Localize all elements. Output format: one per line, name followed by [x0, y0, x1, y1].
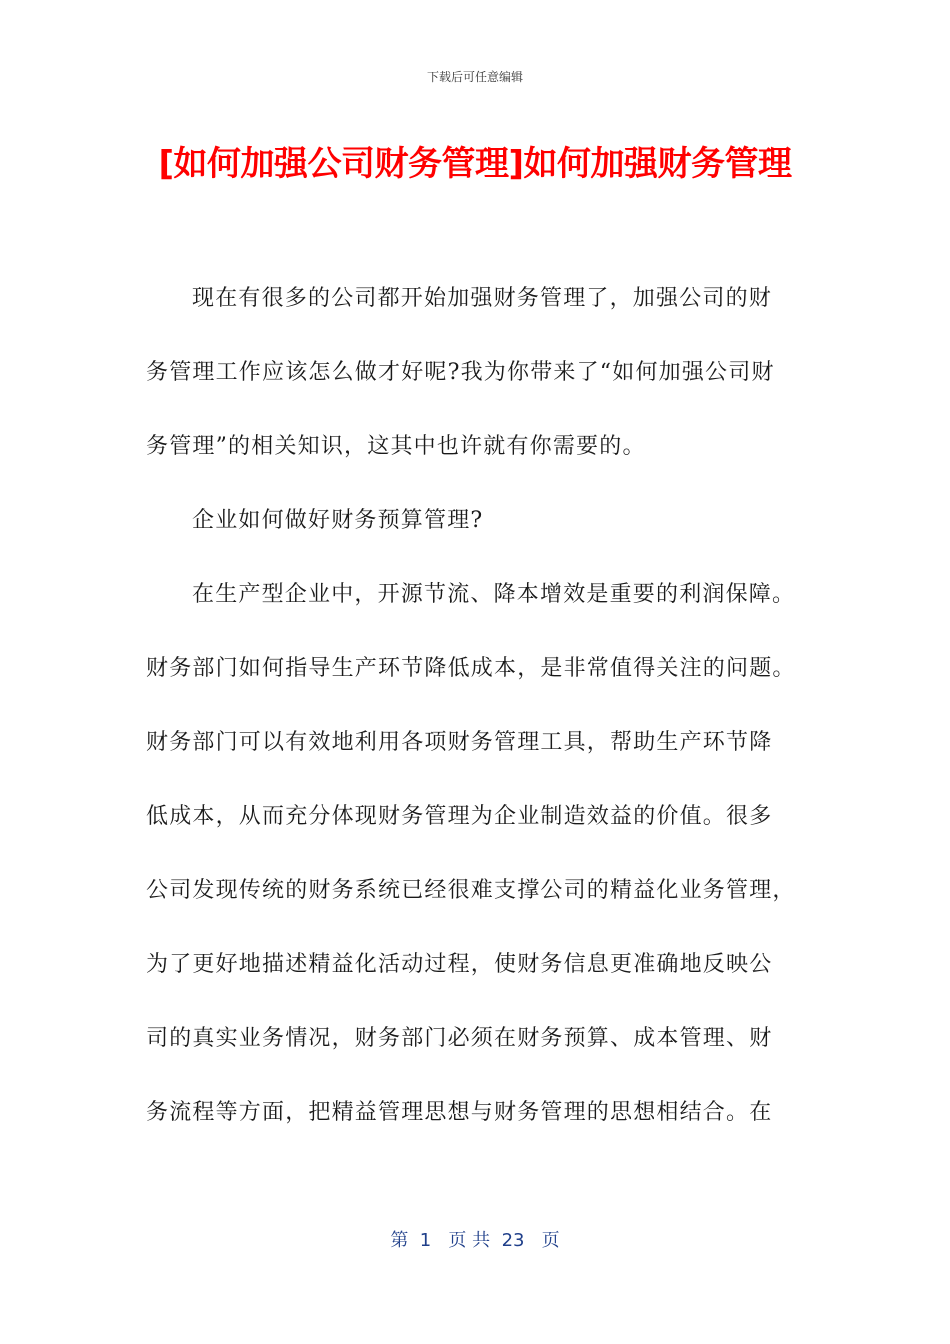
- page-footer: 第 1 页 共 23 页: [390, 1230, 560, 1251]
- paragraph-line: 在生产型企业中，开源节流、降本增效是重要的利润保障。: [192, 582, 796, 607]
- paragraph-line: 务管理”的相关知识，这其中也许就有你需要的。: [146, 434, 646, 459]
- paragraph-line: 公司发现传统的财务系统已经很难支撑公司的精益化业务管理，: [146, 878, 796, 903]
- paragraph-line: 现在有很多的公司都开始加强财务管理了，加强公司的财: [192, 286, 773, 311]
- header-note: 下载后可任意编辑: [426, 70, 523, 84]
- paragraph-line: 务管理工作应该怎么做才好呢?我为你带来了“如何加强公司财: [146, 360, 775, 385]
- paragraph-line: 务流程等方面，把精益管理思想与财务管理的思想相结合。在: [146, 1100, 773, 1125]
- paragraph-line: 财务部门可以有效地利用各项财务管理工具，帮助生产环节降: [146, 730, 773, 755]
- paragraph-line: 财务部门如何指导生产环节降低成本，是非常值得关注的问题。: [146, 656, 796, 681]
- document-body: [146, 262, 810, 1150]
- document-title: [如何加强公司财务管理]如何加强财务管理: [158, 144, 792, 184]
- paragraph-line: 司的真实业务情况，财务部门必须在财务预算、成本管理、财: [146, 1026, 773, 1051]
- section-heading: 企业如何做好财务预算管理?: [192, 508, 484, 533]
- paragraph-line: 低成本，从而充分体现财务管理为企业制造效益的价值。很多: [146, 804, 773, 829]
- paragraph-line: 为了更好地描述精益化活动过程，使财务信息更准确地反映公: [146, 952, 773, 977]
